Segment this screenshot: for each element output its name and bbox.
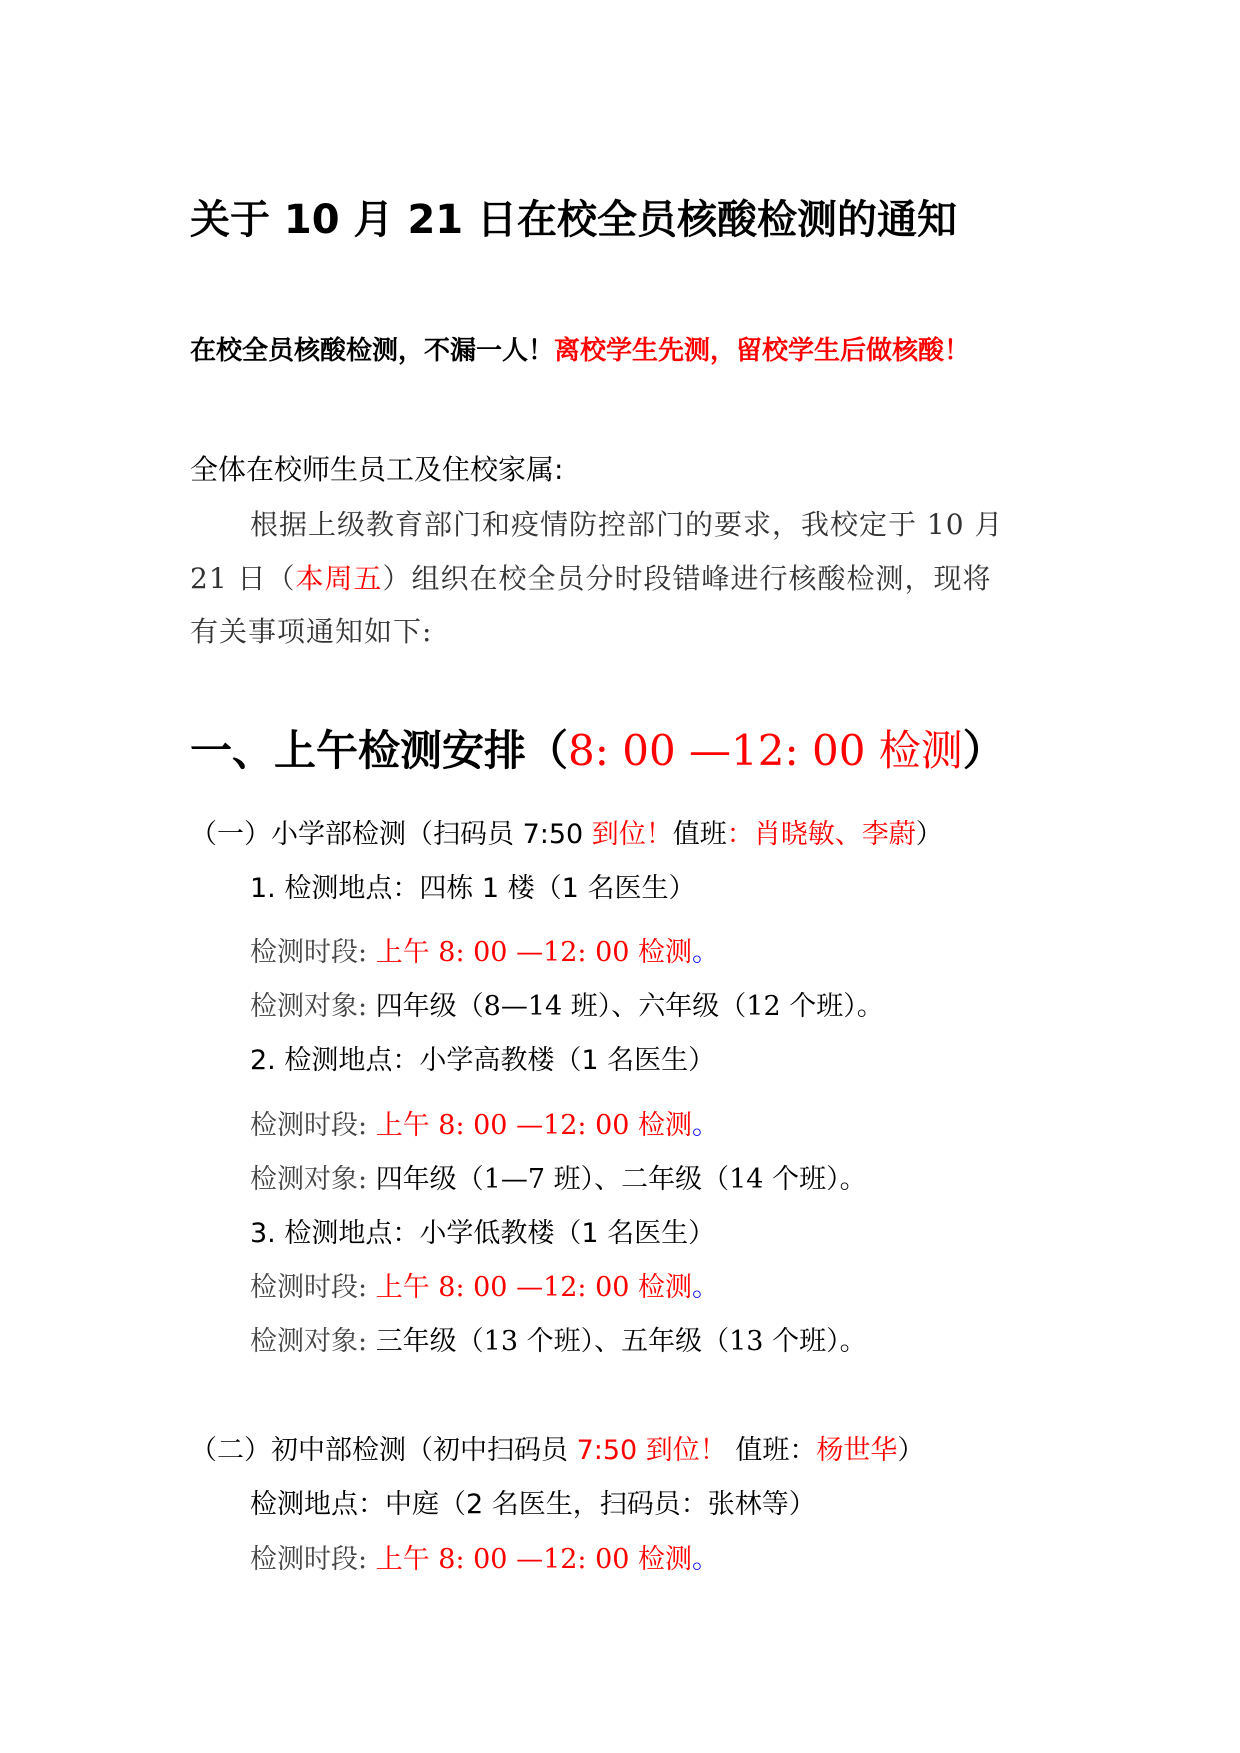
time-label: 检测时段: xyxy=(250,937,376,968)
site-2-target xyxy=(250,1157,867,1196)
target-value: 四年级（1—7 班）、二年级（14 个班）。 xyxy=(375,1164,867,1195)
target-label: 检测对象: xyxy=(250,991,376,1022)
site-3-time xyxy=(250,1265,719,1304)
time-end: 。 xyxy=(692,1272,720,1303)
time-value: 上午 8: 00 —12: 00 检测 xyxy=(375,937,693,968)
time-end: 。 xyxy=(692,1110,720,1141)
target-value: 四年级（8—14 班）、六年级（12 个班）。 xyxy=(375,991,884,1022)
middle-heading xyxy=(190,1428,924,1467)
primary-heading-arrive: 到位！ xyxy=(591,819,673,850)
slogan-red: 离校学生先测，留校学生后做核酸！ xyxy=(554,336,971,366)
primary-heading-duty: 值班 xyxy=(672,819,727,850)
salutation: 全体在校师生员工及住校家属: xyxy=(190,453,564,486)
slogan-black: 在校全员核酸检测，不漏一人！ xyxy=(190,336,555,366)
site-2-location: 2. 检测地点：小学高教楼（1 名医生） xyxy=(250,1045,716,1076)
slogan xyxy=(190,330,970,367)
intro-weekday: 本周五 xyxy=(295,562,383,595)
intro-date: 21 日（ xyxy=(190,562,296,595)
site-1-target xyxy=(250,984,884,1023)
notice-title: 关于 10 月 21 日在校全员核酸检测的通知 xyxy=(190,197,958,243)
time-value: 上午 8: 00 —12: 00 检测 xyxy=(375,1544,693,1575)
section-heading-prefix: 一、上午检测安排（ xyxy=(190,726,569,775)
middle-heading-duty: 值班： xyxy=(726,1435,817,1466)
time-label: 检测时段: xyxy=(250,1110,376,1141)
time-label: 检测时段: xyxy=(250,1544,376,1575)
target-label: 检测对象: xyxy=(250,1164,376,1195)
site-1-time xyxy=(250,930,719,969)
time-end: 。 xyxy=(692,1544,720,1575)
middle-time xyxy=(250,1537,719,1576)
middle-heading-a: （二）初中部检测（初中扫码员 xyxy=(190,1435,577,1466)
time-label: 检测时段: xyxy=(250,1272,376,1303)
site-2-time xyxy=(250,1103,719,1142)
intro-line-1: 根据上级教育部门和疫情防控部门的要求，我校定于 10 月 xyxy=(250,508,1004,541)
primary-heading-close: ） xyxy=(915,819,943,850)
time-value: 上午 8: 00 —12: 00 检测 xyxy=(375,1110,693,1141)
middle-heading-close: ） xyxy=(897,1435,925,1466)
primary-heading-duty-names: ：肖晓敏、李蔚 xyxy=(726,819,916,850)
primary-heading-a: （一）小学部检测（扫码员 7:50 xyxy=(190,819,592,850)
site-3-location: 3. 检测地点：小学低教楼（1 名医生） xyxy=(250,1218,716,1249)
section-heading-morning xyxy=(190,718,1005,778)
primary-heading xyxy=(190,812,943,851)
target-label: 检测对象: xyxy=(250,1326,376,1357)
intro-line-2 xyxy=(190,557,992,597)
section-heading-time: 8: 00 —12: 00 检测 xyxy=(568,726,963,775)
site-1-location: 1. 检测地点：四栋 1 楼（1 名医生） xyxy=(250,873,696,904)
intro-line-3: 有关事项通知如下: xyxy=(190,615,433,648)
time-value: 上午 8: 00 —12: 00 检测 xyxy=(375,1272,693,1303)
intro-line-2-rest: ）组织在校全员分时段错峰进行核酸检测，现将 xyxy=(382,562,992,595)
time-end: 。 xyxy=(692,937,720,968)
section-heading-suffix: ） xyxy=(962,726,1005,775)
site-3-target xyxy=(250,1319,867,1358)
middle-heading-duty-name: 杨世华 xyxy=(816,1435,898,1466)
target-value: 三年级（13 个班）、五年级（13 个班）。 xyxy=(375,1326,867,1357)
middle-location: 检测地点：中庭（2 名医生，扫码员：张林等） xyxy=(250,1489,816,1520)
middle-heading-arrive: 7:50 到位！ xyxy=(576,1435,727,1466)
